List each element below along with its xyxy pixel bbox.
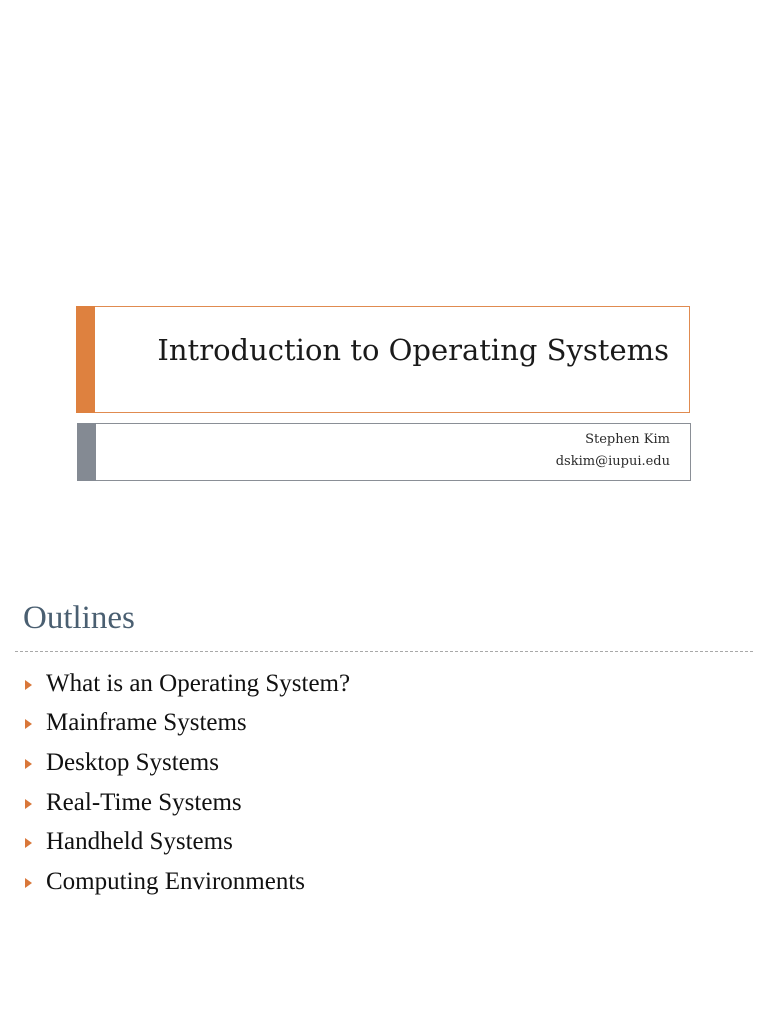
subtitle-box [77, 423, 691, 481]
triangle-bullet-icon [25, 680, 32, 690]
heading-divider [15, 651, 753, 652]
title-box [76, 306, 690, 413]
outline-list [25, 664, 350, 902]
list-item-label: Desktop Systems [46, 748, 219, 776]
list-item [25, 664, 350, 704]
list-item [25, 783, 350, 823]
triangle-bullet-icon [25, 759, 32, 769]
title-accent-bar [76, 306, 95, 413]
list-item-label: Real-Time Systems [46, 788, 242, 816]
list-item-label: Mainframe Systems [46, 709, 247, 737]
subtitle-accent-bar [77, 423, 96, 481]
list-item [25, 704, 350, 744]
list-item [25, 743, 350, 783]
author-email: dskim@iupui.edu [555, 454, 670, 469]
list-item-label: What is an Operating System? [46, 669, 351, 697]
list-item [25, 822, 350, 862]
list-item [25, 862, 350, 902]
slide-title: Introduction to Operating Systems [157, 333, 669, 367]
triangle-bullet-icon [25, 838, 32, 848]
triangle-bullet-icon [25, 719, 32, 729]
triangle-bullet-icon [25, 799, 32, 809]
triangle-bullet-icon [25, 878, 32, 888]
list-item-label: Computing Environments [46, 867, 306, 895]
list-item-label: Handheld Systems [46, 828, 233, 856]
outline-heading: Outlines [23, 600, 135, 636]
author-name: Stephen Kim [585, 432, 670, 447]
